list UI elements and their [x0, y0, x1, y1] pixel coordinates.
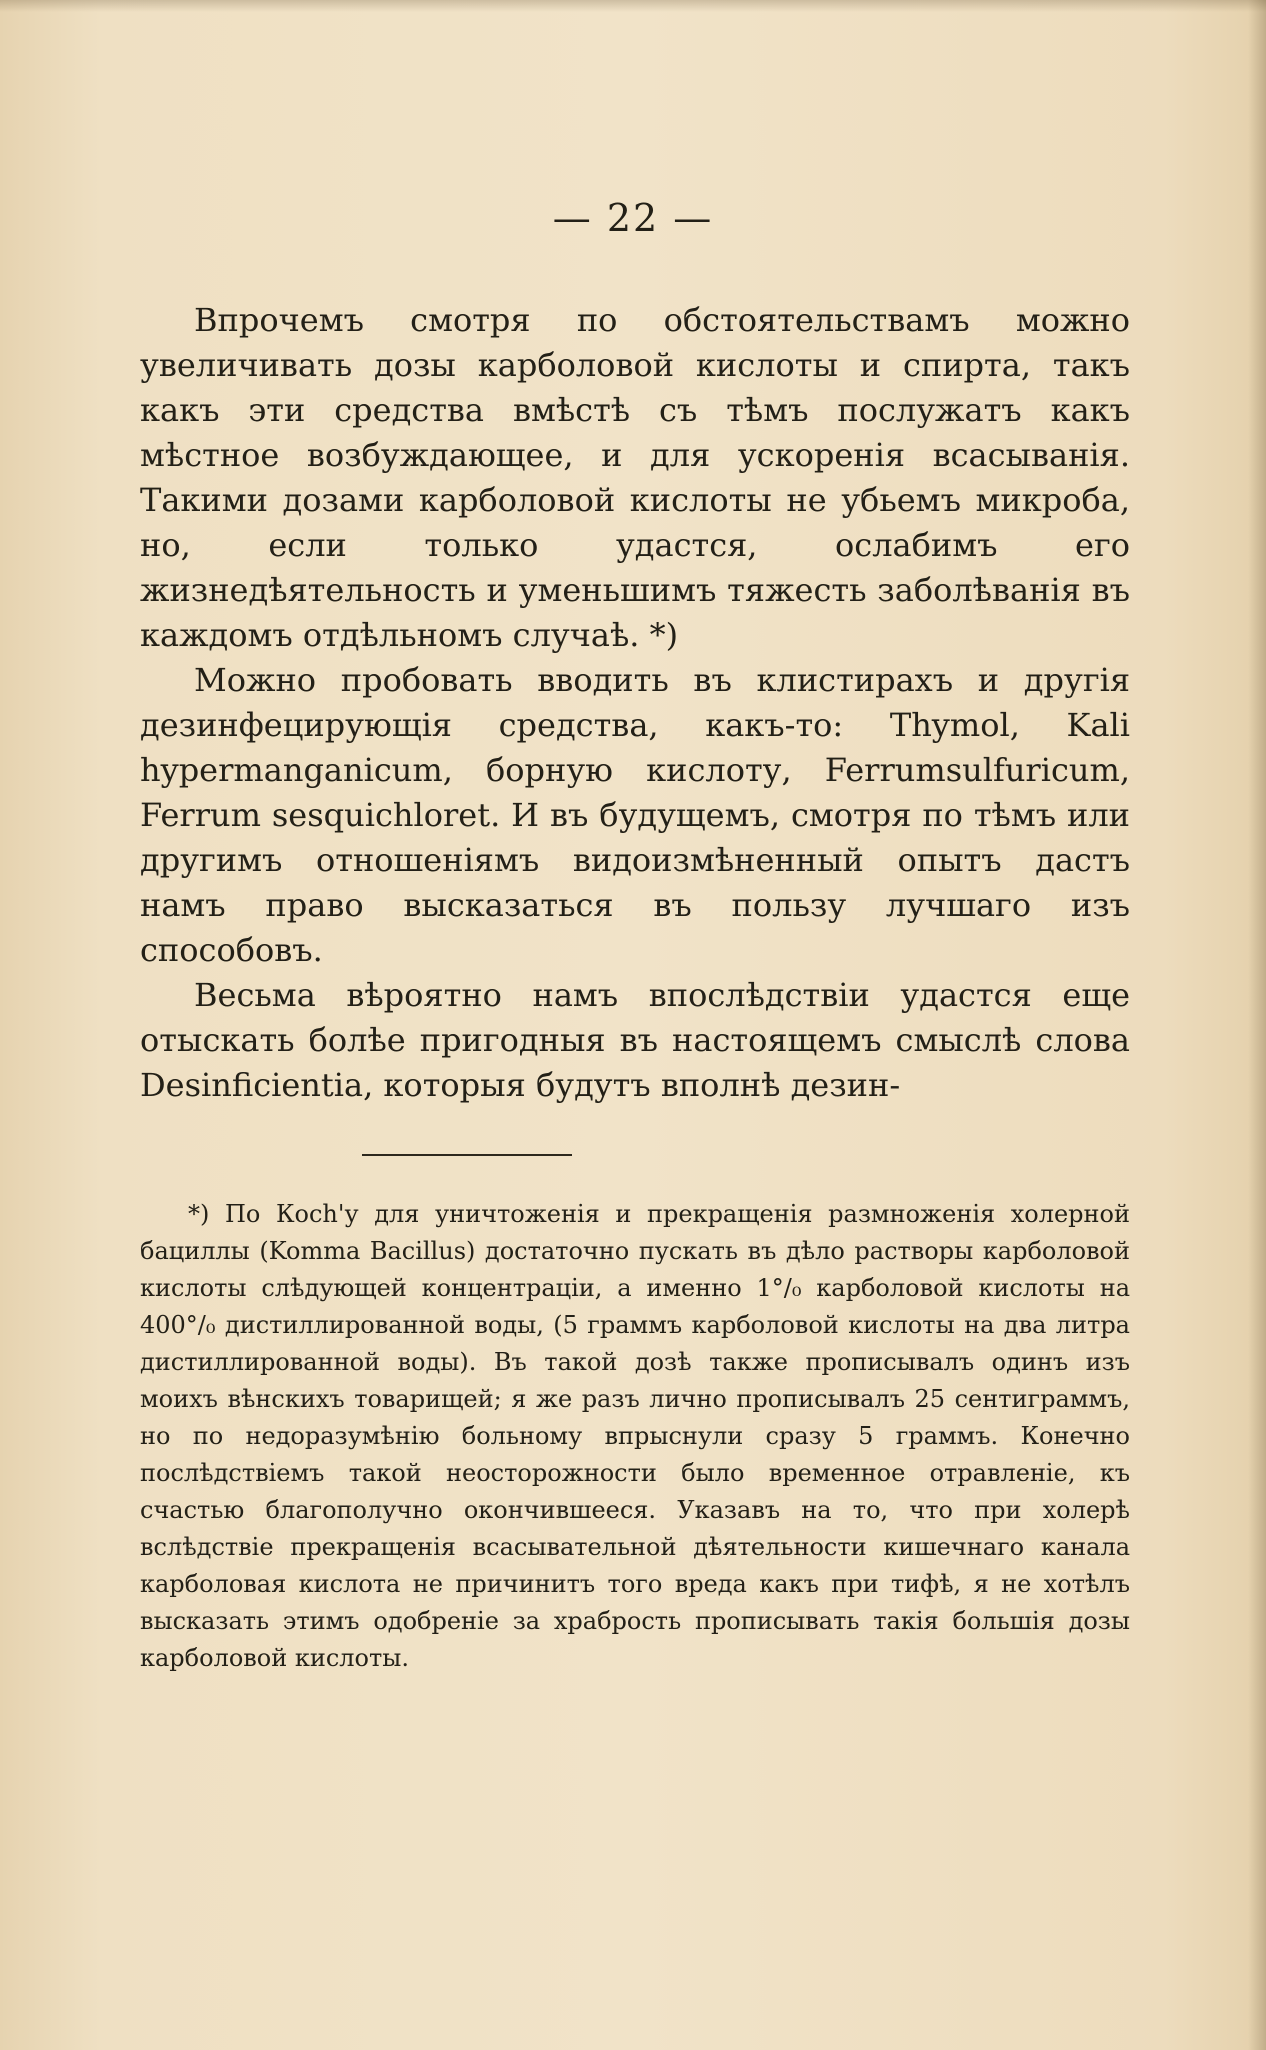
footnote-separator [362, 1154, 572, 1156]
paragraph-3: Весьма вѣроятно намъ впослѣдствіи удастся еще отыскать болѣе пригодныя въ настоящемъ смыслѣ слова Desinficientia, которыя будутъ вполнѣ дезин- [140, 976, 1130, 1104]
main-text [140, 298, 1130, 1108]
page-top-shadow [0, 0, 1266, 12]
page-number: — 22 — [552, 196, 714, 240]
paragraph-1: Впрочемъ смотря по обстоятельствамъ можно увеличивать дозы карболовой кислоты и спирта, такъ какъ эти средства вмѣстѣ съ тѣмъ послужатъ какъ мѣстное возбуждающее, и для ускоренія всасыванія. Такими дозами карболовой кислоты не убьемъ микроба, но, если только удастся, ослабимъ его жизнедѣятельность и уменьшимъ тяжесть заболѣванія въ каждомъ отдѣльномъ случаѣ. *) [140, 301, 1130, 654]
footnote-text: *) По Коch'у для уничтоженія и прекращенія размноженія холерной бациллы (Komma Bacillus) достаточно пускать въ дѣло растворы карболовой кислоты слѣдующей концентраціи, а именно 1°/₀ карболовой кислоты на 400°/₀ дистиллированной воды, (5 граммъ карболовой кислоты на два литра дистиллированной воды). Въ такой дозѣ также прописывалъ одинъ изъ моихъ вѣнскихъ товарищей; я же разъ лично прописывалъ 25 сентиграммъ, но по недоразумѣнію больному впрыснули сразу 5 граммъ. Конечно послѣдствіемъ такой неосторожности было временное отравленіе, къ счастью благополучно окончившееся. Указавъ на то, что при холерѣ вслѣдствіе прекращенія всасывательной дѣятельности кишечнаго канала карболовая кислота не причинитъ того вреда какъ при тифѣ, я не хотѣлъ высказать этимъ одобреніе за храбрость прописывать такія большія дозы карболовой кислоты. [140, 1200, 1130, 1672]
footnote [140, 1196, 1130, 1677]
paragraph-2: Можно пробовать вводить въ клистирахъ и другія дезинфецирующія средства, какъ-то: Thymol, Kali hypermanganicum, борную кислоту, Ferrumsulfuricum, Ferrum sesquichloret. И въ будущемъ, смотря по тѣмъ или другимъ отношеніямъ видоизмѣненный опытъ дастъ намъ право высказаться въ пользу лучшаго изъ способовъ. [140, 661, 1130, 969]
page-edge-shadow [1248, 0, 1266, 2050]
